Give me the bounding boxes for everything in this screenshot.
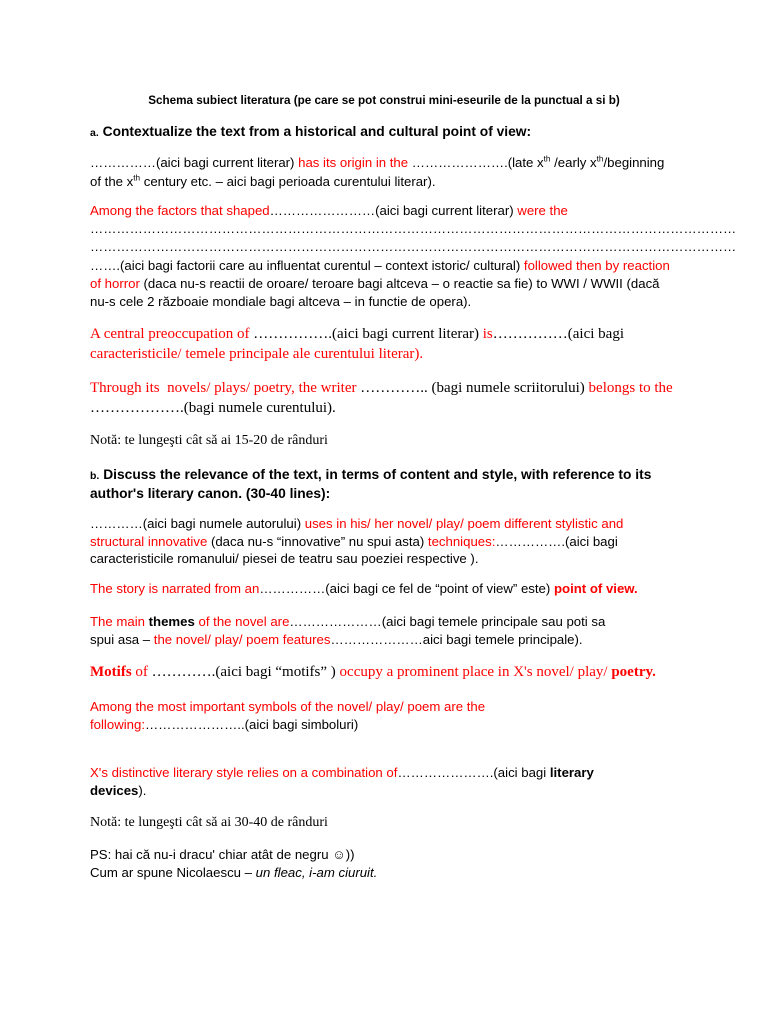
text-run: poetry. xyxy=(611,664,656,680)
text-line xyxy=(90,324,730,344)
paragraph-themes xyxy=(90,613,730,649)
section-heading-text: Discuss the relevance of the text, in terms of content and style, with reference to its xyxy=(103,467,652,482)
text-line xyxy=(90,662,730,682)
section-marker: b. xyxy=(90,470,100,482)
text-run: of the novel are xyxy=(194,614,290,629)
text-run: is xyxy=(482,326,493,342)
paragraph-preoccupation xyxy=(90,324,730,364)
text-run: devices xyxy=(90,783,139,798)
text-run: …………….(aici bagi current literar) xyxy=(249,326,483,342)
text-run: …………….(aici bagi xyxy=(495,533,618,549)
text-line xyxy=(90,864,730,882)
text-run: point of view. xyxy=(553,581,638,596)
text-run: has its origin in the xyxy=(298,155,409,170)
text-run: ………….(aici bagi “motifs” ) xyxy=(147,664,340,680)
text-run: Among the most important symbols of the novel/ play/ poem are the xyxy=(90,699,486,714)
text-run: The story is narrated from an xyxy=(90,581,260,596)
text-run: belongs to the xyxy=(588,380,673,396)
text-run: Among the factors that shaped xyxy=(90,203,270,218)
paragraph-writer xyxy=(90,378,730,418)
text-run: ……………(aici bagi xyxy=(492,326,625,342)
text-run: of horror xyxy=(90,275,140,291)
text-run: Through its novels/ plays/ poetry, the writer xyxy=(90,380,357,396)
text-line xyxy=(90,378,730,398)
text-run: Motifs xyxy=(90,664,132,680)
text-run: ……………….(bagi numele curentului). xyxy=(90,400,336,416)
text-run: uses in his/ her novel/ play/ poem different stylistic and xyxy=(304,516,624,531)
text-line xyxy=(90,533,730,551)
section-marker: a. xyxy=(90,127,99,139)
text-run: ). xyxy=(138,783,147,798)
text-line xyxy=(90,613,730,631)
text-run: …………………(aici bagi temele principale sau poti sa xyxy=(289,614,606,629)
text-run: ……………………(aici bagi current literar) xyxy=(269,203,518,218)
paragraph-origin xyxy=(90,154,730,191)
heading-line xyxy=(90,466,730,485)
text-run: of xyxy=(131,664,148,680)
text-line xyxy=(90,202,730,220)
text-line xyxy=(90,716,730,734)
text-run: the novel/ play/ poem features xyxy=(153,632,331,647)
text-run: PS: hai că nu-i dracu' chiar atât de negru ☺)) xyxy=(90,847,355,862)
text-run: …………(aici bagi numele autorului) xyxy=(90,516,305,531)
superscript-text: th xyxy=(133,173,141,183)
text-line xyxy=(90,631,730,649)
text-run: ………………….(late x xyxy=(408,155,544,170)
text-run: themes xyxy=(148,614,195,629)
text-run: …………………aici bagi temele principale). xyxy=(330,632,583,647)
text-run: techniques: xyxy=(427,533,496,549)
text-line xyxy=(90,275,730,293)
section-heading-text: author's literary canon. (30-40 lines): xyxy=(90,486,331,501)
paragraph-motifs xyxy=(90,662,730,682)
text-run: century etc. – aici bagi perioada curentului literar). xyxy=(140,173,436,189)
paragraph-symbols xyxy=(90,698,730,734)
text-line xyxy=(90,515,730,533)
document-title: Schema subiect literatura (pe care se pot construi mini-eseurile de la punctual a si b) xyxy=(148,94,620,107)
text-line xyxy=(90,846,730,864)
text-run: caracteristicile/ temele principale ale curentului literar). xyxy=(90,346,424,362)
text-run: caracteristicile romanului/ piesei de teatru sau poeziei respective ). xyxy=(90,551,479,567)
text-line xyxy=(90,764,730,782)
text-run: /beginning xyxy=(603,155,665,170)
text-run: …….(aici bagi factorii care au influentat curentul – context istoric/ cultural) xyxy=(90,257,524,273)
section-b-heading xyxy=(90,466,730,503)
text-line xyxy=(90,398,730,418)
text-line xyxy=(90,782,730,800)
text-run: un fleac, i-am ciuruit. xyxy=(255,864,378,880)
text-line xyxy=(90,698,730,716)
text-line xyxy=(90,344,730,364)
text-run: ………….. (bagi numele scriitorului) xyxy=(356,380,589,396)
text-run: /early x xyxy=(550,155,597,170)
paragraph-innovations xyxy=(90,515,730,568)
text-line xyxy=(90,173,730,192)
length-note-a: Notă: te lungeşti cât să ai 15-20 de rânduri xyxy=(90,433,328,448)
text-run: ………………………………………………………………………………………………………………………………… xyxy=(90,239,737,255)
superscript-text: th xyxy=(543,154,551,164)
text-run: were the xyxy=(517,203,568,218)
text-run: structural innovative xyxy=(90,533,208,549)
text-run: (daca nu-s “innovative” nu spui asta) xyxy=(207,533,428,549)
text-run: of the x xyxy=(90,173,134,189)
text-run: A central preoccupation of xyxy=(90,326,250,342)
text-run: following: xyxy=(90,717,145,732)
text-run: …………………..(aici bagi simboluri) xyxy=(144,717,359,732)
text-run: ………………………………………………………………………………………………………………………………… xyxy=(90,221,737,237)
paragraph-point-of-view xyxy=(90,580,730,598)
paragraph-style xyxy=(90,764,730,800)
text-run: ……………(aici bagi ce fel de “point of view” este) xyxy=(259,581,554,596)
section-a-heading xyxy=(90,123,730,142)
superscript-text: th xyxy=(596,154,604,164)
section-heading-text: Contextualize the text from a historical and cultural point of view: xyxy=(102,124,532,139)
text-run: spui asa – xyxy=(90,632,154,647)
text-run: The main xyxy=(90,614,149,629)
text-line xyxy=(90,257,730,275)
text-line xyxy=(90,220,737,238)
text-run: Cum ar spune Nicolaescu – xyxy=(90,864,256,880)
text-run: ………………….(aici bagi xyxy=(397,765,550,780)
text-line xyxy=(90,550,730,568)
text-line xyxy=(90,154,730,173)
text-run: occupy a prominent place in X's novel/ play/ xyxy=(339,664,612,680)
text-line xyxy=(90,238,737,256)
paragraph-influences xyxy=(90,202,737,311)
text-run: X's distinctive literary style relies on a combination of xyxy=(90,765,398,780)
postscript xyxy=(90,846,730,881)
heading-line xyxy=(90,485,730,503)
text-run: (daca nu-s reactii de oroare/ teroare bagi altceva – o reactie sa fie) to WWI / WWII (dacă xyxy=(139,275,660,291)
text-run: nu-s cele 2 războaie mondiale bagi altceva – in functie de opera). xyxy=(90,294,472,310)
length-note-b: Notă: te lungeşti cât să ai 30-40 de rânduri xyxy=(90,815,328,830)
text-line xyxy=(90,580,730,598)
text-run: literary xyxy=(549,765,594,780)
text-run: followed then by reaction xyxy=(523,257,670,273)
text-run: ……………(aici bagi current literar) xyxy=(90,155,299,170)
text-line xyxy=(90,293,730,311)
